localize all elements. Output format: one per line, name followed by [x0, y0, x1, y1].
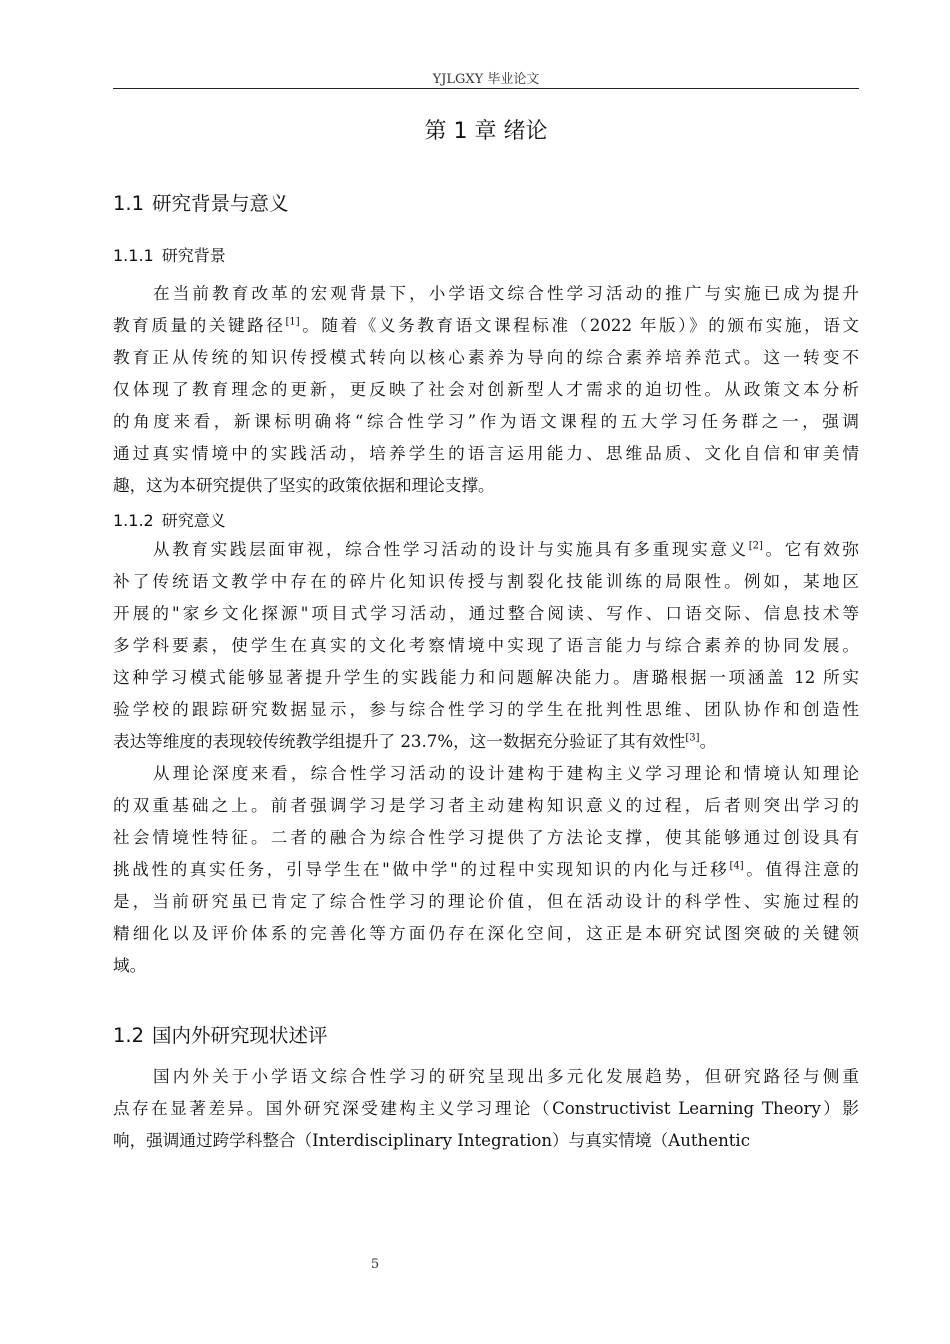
section-title: 研究背景与意义 [152, 192, 289, 215]
text-line: 教育正从传统的知识传授模式转向以核心素养为导向的综合素养培养范式。这一转变不 [113, 348, 859, 367]
paragraph-research-status [113, 1061, 859, 1157]
text-line: 教育质量的关键路径[1]。随着《义务教育语文课程标准（2022 年版）》的颁布实施，语文 [113, 316, 859, 335]
running-header: YJLGXY 毕业论文 [432, 72, 540, 87]
citation-marker: [1] [285, 316, 300, 328]
text-line: 响，强调通过跨学科整合（Interdisciplinary Integration）与真实情境（Authentic [113, 1131, 751, 1150]
text-line: 点存在显著差异。国外研究深受建构主义学习理论（Constructivist Learning Theory）影 [113, 1099, 859, 1118]
text-line: 是，当前研究虽已肯定了综合性学习的理论价值，但在活动设计的科学性、实施过程的 [113, 892, 859, 911]
text-line: 趣，这为本研究提供了坚实的政策依据和理论支撑。 [113, 476, 495, 495]
subsection-number: 1.1.2 [113, 511, 154, 530]
text-line: 域。 [113, 956, 147, 975]
text-line: 挑战性的真实任务，引导学生在"做中学"的过程中实现知识的内化与迁移[4]。值得注意的 [113, 860, 859, 879]
paragraph-significance-practice [113, 534, 859, 758]
section-number: 1.1 [113, 192, 145, 215]
paragraph-significance-theory [113, 758, 859, 982]
text-line: 补了传统语文教学中存在的碎片化知识传授与割裂化技能训练的局限性。例如，某地区 [113, 572, 859, 591]
subsection-title: 研究背景 [161, 246, 226, 265]
citation-marker: [3] [685, 732, 700, 744]
paragraph-background [113, 278, 859, 502]
subsection-number: 1.1.1 [113, 246, 154, 265]
text-line: 从理论深度来看，综合性学习活动的设计建构于建构主义学习理论和情境认知理论 [153, 764, 859, 783]
text-line: 的双重基础之上。前者强调学习是学习者主动建构知识意义的过程，后者则突出学习的 [113, 796, 859, 815]
section-heading-1-2 [113, 1020, 328, 1048]
text-line: 开展的"家乡文化探源"项目式学习活动，通过整合阅读、写作、口语交际、信息技术等 [113, 604, 859, 623]
section-title: 国内外研究现状述评 [152, 1024, 328, 1047]
chapter-title: 第 1 章 绪论 [424, 119, 548, 144]
text-line: 表达等维度的表现较传统教学组提升了 23.7%，这一数据充分验证了其有效性[3]。 [113, 732, 717, 751]
header-divider [113, 88, 859, 89]
subsection-heading-1-1-2 [113, 508, 226, 531]
text-line: 的角度来看，新课标明确将“综合性学习”作为语文课程的五大学习任务群之一，强调 [113, 412, 859, 431]
text-line: 国内外关于小学语文综合性学习的研究呈现出多元化发展趋势，但研究路径与侧重 [153, 1067, 859, 1086]
section-number: 1.2 [113, 1024, 145, 1047]
text-line: 仅体现了教育理念的更新，更反映了社会对创新型人才需求的迫切性。从政策文本分析 [113, 380, 859, 399]
citation-marker: [4] [729, 860, 744, 872]
text-line: 在当前教育改革的宏观背景下，小学语文综合性学习活动的推广与实施已成为提升 [153, 284, 859, 303]
subsection-title: 研究意义 [161, 511, 226, 530]
text-line: 验学校的跟踪研究数据显示，参与综合性学习的学生在批判性思维、团队协作和创造性 [113, 700, 859, 719]
citation-marker: [2] [748, 540, 763, 552]
text-line: 从教育实践层面审视，综合性学习活动的设计与实施具有多重现实意义[2]。它有效弥 [153, 540, 859, 559]
page-number: 5 [370, 1257, 380, 1272]
text-line: 社会情境性特征。二者的融合为综合性学习提供了方法论支撑，使其能够通过创设具有 [113, 828, 859, 847]
text-line: 精细化以及评价体系的完善化等方面仍存在深化空间，这正是本研究试图突破的关键领 [113, 924, 859, 943]
text-line: 通过真实情境中的实践活动，培养学生的语言运用能力、思维品质、文化自信和审美情 [113, 444, 859, 463]
text-line: 多学科要素，使学生在真实的文化考察情境中实现了语言能力与综合素养的协同发展。 [113, 636, 859, 655]
subsection-heading-1-1-1 [113, 243, 226, 266]
section-heading-1-1 [113, 188, 289, 216]
text-line: 这种学习模式能够显著提升学生的实践能力和问题解决能力。唐璐根据一项涵盖 12 所实 [113, 668, 859, 687]
